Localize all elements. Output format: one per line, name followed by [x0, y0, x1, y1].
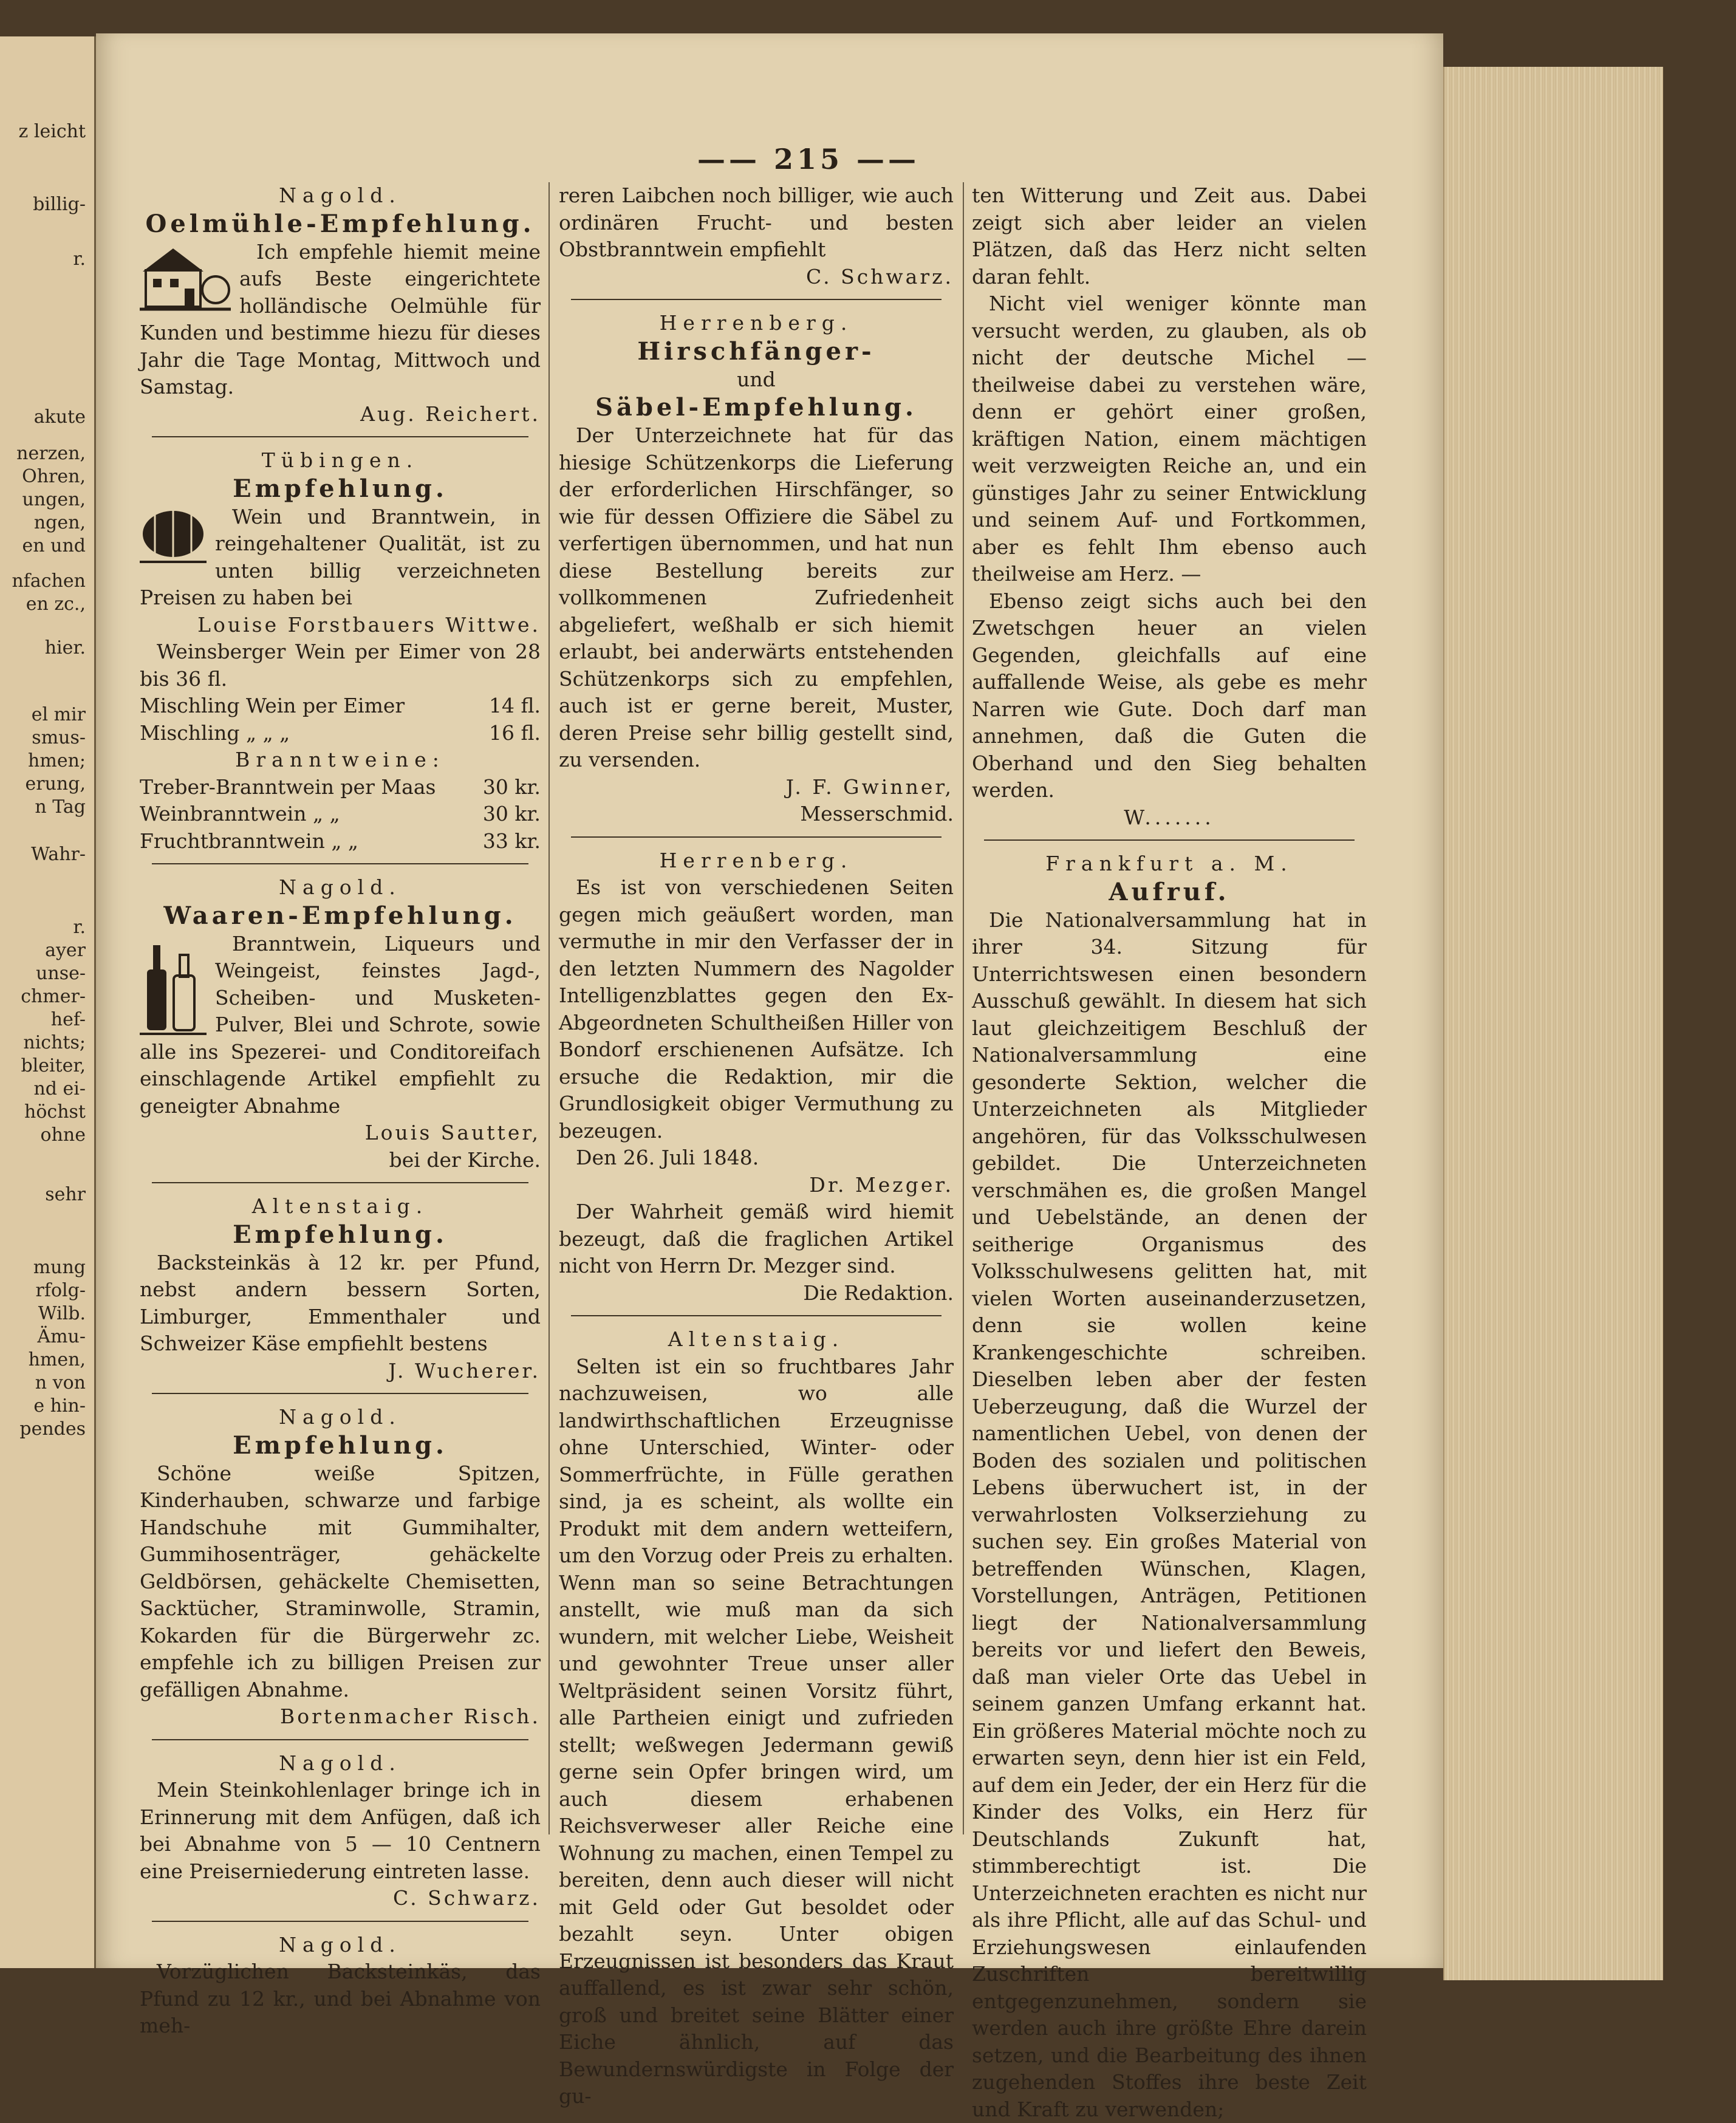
left-page-text: hier.	[45, 638, 86, 658]
left-page-text: unse-	[36, 963, 86, 984]
ad-steinkohlen	[140, 1750, 541, 1912]
price-list	[140, 692, 541, 747]
left-page-text: rfolg-	[36, 1280, 86, 1301]
ad-heading: Oelmühle-Empfehlung.	[140, 210, 541, 239]
left-page-text: hmen;	[28, 751, 86, 771]
left-page-text: r.	[73, 249, 86, 270]
column-left	[140, 182, 541, 2040]
ad-body: Der Unterzeichnete hat für das hiesige Schützenkorps die Lieferung der erforderlichen Hirschfänger, so wie für dessen Offiziere die Säbel zu verfertigen übernommen, und hat nun diese Bestellung bereits zur vollkommenen Zufriedenheit abgeliefert, weßhalb er sich hiemit erlaubt, bei anderwärts entstehenden Schützenkorps sich zu empfehlen, auch ist er gerne bereit, Muster, deren Preise sehr billig gestellt sind, zu versenden.	[559, 422, 954, 774]
ad-signature-2: Die Redaktion.	[559, 1280, 954, 1307]
left-page-text: Ämu-	[37, 1327, 86, 1347]
left-page-text: en und	[22, 536, 86, 556]
article-paragraph: Nicht viel weniger könnte man versucht werden, zu glauben, als ob nicht der deutsche Michel — theilweise dabei zu verstehen wäre, denn er gehört einer großen, kräftigen Nation, einem mächtigen weit verzweigten Reiche an, und ein günstiges Jahr zu seiner Entwicklung und seinem Auf- und Fortkommen, aber es fehlt Ihm ebenso auch theilweise am Herz. —	[972, 290, 1367, 588]
ad-heading: Empfehlung.	[140, 1431, 541, 1460]
ad-signature-line2: bei der Kirche.	[140, 1147, 541, 1174]
divider	[152, 1739, 528, 1740]
ad-body: reren Laibchen noch billiger, wie auch ordinären Frucht- und besten Obstbranntwein empfiehlt	[559, 182, 954, 264]
article-heading: Aufruf.	[972, 878, 1367, 907]
divider	[152, 436, 528, 437]
ad-body: Branntwein, Liqueurs und Weingeist, feinstes Jagd-, Scheiben- und Musketen-Pulver, Blei und Schrote, sowie alle ins Spezerei- und Conditoreifach einschlagende Artikel empfiehlt zu geneigter Abnahme	[140, 932, 541, 1118]
ad-seller: Louise Forstbauers Wittwe.	[140, 612, 541, 639]
left-page-text: en zc.,	[26, 594, 86, 615]
article-signature: W.......	[972, 804, 1367, 832]
left-page-text: smus-	[32, 728, 86, 748]
price-row	[140, 801, 541, 828]
left-page-text: ohne	[41, 1125, 86, 1146]
left-page-text: e hin-	[33, 1396, 86, 1417]
left-page-text: sehr	[45, 1185, 86, 1205]
price-item: Fruchtbranntwein „ „	[140, 828, 358, 855]
ad-place: Nagold.	[140, 874, 541, 901]
ad-heading: Waaren-Empfehlung.	[140, 901, 541, 931]
left-page-text: nd ei-	[33, 1079, 86, 1099]
left-page-text: chmer-	[21, 986, 86, 1007]
left-page-text: erung,	[26, 774, 86, 795]
ad-signature-line2: Messerschmid.	[559, 801, 954, 828]
ad-oelmuehle	[140, 182, 541, 428]
article-place: Altenstaig.	[559, 1326, 954, 1353]
price-row	[140, 720, 541, 747]
ad-body: Mein Steinkohlenlager bringe ich in Erinnerung mit dem Anfügen, daß ich bei Abnahme von 5 — 10 Centnern eine Preiserniederung eintreten lasse.	[140, 1777, 541, 1885]
ad-signature: Louis Sautter,	[140, 1120, 541, 1147]
ad-place: Altenstaig.	[140, 1193, 541, 1220]
ad-body: Vorzüglichen Backsteinkäs, das Pfund zu 12 kr., und bei Abnahme von meh-	[140, 1958, 541, 2040]
ad-wein	[140, 447, 541, 855]
article-body: Selten ist ein so fruchtbares Jahr nachzuweisen, wo alle landwirthschaftlichen Erzeugnisse ohne Unterschied, Winter- oder Sommerfrüchte, in Fülle gerathen sind, ja es scheint, als wollte ein Produkt mit dem andern wetteifern, um den Vorzug oder Preis zu erhalten. Wenn man so seine Betrachtungen anstellt, wie muß man da sich wundern, mit welcher Liebe, Weisheit und gewohnter Treue unser aller Weltpräsident seinen Vorsitz führt, alle Partheien einigt und zufrieden stellt; weßwegen Jedermann gewiß gerne sein Opfer bringen wird, um auch diesem erhabenen Reichsverweser aller Reiche eine Wohnung zu machen, einen Tempel zu bereiten, denn auch dieser will nicht mit Geld oder Gut besoldet oder bezahlt seyn. Unter obigen Erzeugnissen ist besonders das Kraut auffallend, es ist zwar sehr schön, groß und breitet seine Blätter einer Eiche ähnlich, auf das Bewundernswürdigste in Folge der gu-	[559, 1353, 954, 2110]
price-value: 33 kr.	[474, 828, 541, 855]
ad-waaren	[140, 874, 541, 1174]
book-page-edges	[1443, 67, 1663, 1980]
ad-date: Den 26. Juli 1848.	[559, 1144, 954, 1172]
price-item: Weinbranntwein „ „	[140, 801, 340, 828]
price-value: 30 kr.	[474, 801, 541, 828]
divider	[152, 863, 528, 864]
page-number: —— 215 ——	[697, 143, 920, 176]
left-page-text: mung	[33, 1257, 86, 1278]
article-altenstaig	[559, 1326, 954, 2110]
ad-heading-2: Säbel-Empfehlung.	[559, 393, 954, 422]
left-page-text: nichts;	[23, 1033, 86, 1053]
article-paragraph: Ebenso zeigt sichs auch bei den Zwetschgen heuer an vielen Gegenden, gleichfalls auf eine auffallende Weise, als gebe es mehr Narren wie Gute. Doch darf man annehmen, daß die Guten die Oberhand und den Sieg behalten werden.	[972, 588, 1367, 804]
left-page-text: Wahr-	[31, 844, 86, 865]
divider	[571, 1315, 941, 1316]
ad-signature: C. Schwarz.	[559, 264, 954, 291]
barrel-icon	[140, 506, 207, 564]
ad-signature: C. Schwarz.	[140, 1885, 541, 1912]
left-page-text: Ohren,	[22, 467, 86, 487]
price-subheading: Branntweine:	[140, 747, 541, 774]
price-row	[140, 692, 541, 720]
ad-place: Herrenberg.	[559, 847, 954, 875]
left-page-text: billig-	[33, 194, 86, 215]
ad-hirschfaenger	[559, 310, 954, 828]
left-page-text: ayer	[45, 940, 86, 961]
ad-body: Wein und Branntwein, in reingehaltener Qualität, ist zu unten billig verzeichneten Preisen zu haben bei	[140, 505, 541, 610]
price-row	[140, 828, 541, 855]
ad-body: Ich empfehle hiemit meine aufs Beste eingerichtete holländische Oelmühle für Kunden und bestimme hiezu für dieses Jahr die Tage Montag, Mittwoch und Samstag.	[140, 240, 541, 399]
left-page-text: pendes	[19, 1419, 86, 1440]
article-aufruf	[972, 850, 1367, 2123]
ad-signature: J. F. Gwinner,	[559, 774, 954, 801]
price-value: 14 fl.	[474, 692, 541, 720]
ad-place: Nagold.	[140, 1750, 541, 1777]
left-page-text: nerzen,	[16, 443, 86, 464]
left-page-text: ngen,	[34, 513, 86, 533]
left-page-text: hef-	[51, 1010, 86, 1030]
left-page-text: akute	[34, 407, 86, 428]
column-rule-1	[548, 182, 550, 1834]
ad-heading: Empfehlung.	[140, 474, 541, 504]
ad-signature: Bortenmacher Risch.	[140, 1703, 541, 1731]
left-page-text: z leicht	[19, 121, 86, 142]
left-page-text: Wilb.	[38, 1304, 86, 1324]
left-page-text: hmen,	[29, 1350, 86, 1370]
left-page-fragment	[0, 36, 96, 1968]
divider	[571, 836, 941, 838]
ad-signature: Aug. Reichert.	[140, 401, 541, 428]
mill-icon	[140, 241, 231, 313]
ad-body: Es ist von verschiedenen Seiten gegen mich geäußert worden, man vermuthe in mir den Verfasser der in den letzten Nummern des Nagolder Intelligenzblattes gegen den Ex-Abgeordneten Schultheißen Hiller von Bondorf erschienenen Aufsätze. Ich ersuche die Redaktion, mir die Grundlosigkeit obiger Vermuthung zu bezeugen.	[559, 874, 954, 1144]
column-middle	[559, 182, 954, 2110]
divider	[984, 839, 1355, 841]
ad-place: Nagold.	[140, 1404, 541, 1431]
ad-signature: J. Wucherer.	[140, 1358, 541, 1385]
price-value: 30 kr.	[474, 774, 541, 801]
article-continuation: ten Witterung und Zeit aus. Dabei zeigt sich aber leider an vielen Plätzen, daß das Herz nicht selten daran fehlt.	[972, 182, 1367, 290]
column-right	[972, 182, 1367, 2123]
ad-heading: Hirschfänger-	[559, 337, 954, 366]
ad-place: Nagold.	[140, 182, 541, 210]
ad-place: Herrenberg.	[559, 310, 954, 337]
price-item: Mischling Wein per Eimer	[140, 692, 405, 720]
article-body: Die Nationalversammlung hat in ihrer 34. Sitzung für Unterrichtswesen einen besondern Ausschuß gewählt. In diesem hat sich laut gleichzeitigem Beschluß der Nationalversammlung eine gesonderte Sektion, welcher die Unterzeichneten als Mitglieder angehören, für das Volksschulwesen gebildet. Die Unterzeichneten verschmähen es, die großen Mangel und Uebelstände, an denen der seitherige Organismus des Volksschulwesens gelitten hat, mit vielen Worten auseinanderzusetzen, denn sie wollen keine Krankengeschichte schreiben. Dieselben leben aber der festen Ueberzeugung, daß die Wurzel der namentlichen Uebel, von denen der Boden des sozialen und politischen Lebens überwuchert ist, in der verwahrlosten Volkserziehung zu suchen sey. Ein großes Material von betreffenden Wünschen, Klagen, Vorstellungen, Anträgen, Petitionen liegt der Nationalversammlung bereits vor und liefert den Beweis, daß man vieler Orte das Uebel in seinem ganzen Umfang erkannt hat. Ein größeres Material möchte noch zu erwarten seyn, denn hier ist ein Feld, auf dem ein Jeder, der ein Herz für die Kinder des Volks, ein Herz für Deutschlands Zukunft hat, stimmberechtigt ist. Die Unterzeichneten erachten es nicht nur als ihre Pflicht, alle auf das Schul- und Erziehungswesen einlaufenden Zuschriften bereitwillig entgegenzunehmen, sondern sie werden auch ihre größte Ehre darein setzen, und die Bearbeitung des ihnen zugehenden Stoffes ihre beste Zeit und Kraft zu verwenden;	[972, 907, 1367, 2123]
left-page-text: n Tag	[35, 797, 86, 818]
divider	[152, 1393, 528, 1394]
ad-continuation	[559, 182, 954, 290]
ad-heading-connector: und	[559, 366, 954, 394]
divider	[571, 299, 941, 300]
ad-body: Schöne weiße Spitzen, Kinderhauben, schwarze und farbige Handschuhe mit Gummihalter, Gummihosenträger, gehäckelte Geldbörsen, gehäckelte Chemisetten, Sacktücher, Straminwolle, Stramin, Kokarden für die Bürgerwehr zc. empfehle ich zu billigen Preisen zur gefälligen Abnahme.	[140, 1460, 541, 1704]
ad-body: Backsteinkäs à 12 kr. per Pfund, nebst andern bessern Sorten, Limburger, Emmenthaler und Schweizer Käse empfiehlt bestens	[140, 1250, 541, 1358]
left-page-text: bleiter,	[21, 1056, 86, 1076]
left-page-text: el mir	[32, 705, 86, 725]
price-list	[140, 774, 541, 855]
left-page-text: höchst	[24, 1102, 86, 1123]
ad-signature: Dr. Mezger.	[559, 1172, 954, 1199]
bottles-icon	[140, 933, 207, 1036]
price-value: 16 fl.	[474, 720, 541, 747]
ad-heading: Empfehlung.	[140, 1220, 541, 1250]
divider	[152, 1921, 528, 1922]
column-rule-2	[963, 182, 964, 1834]
price-row	[140, 774, 541, 801]
price-item: Mischling „ „ „	[140, 720, 290, 747]
price-item: Treber-Branntwein per Maas	[140, 774, 436, 801]
article-place: Frankfurt a. M.	[972, 850, 1367, 878]
left-page-text: n von	[35, 1373, 86, 1393]
ad-backsteinkaes	[140, 1932, 541, 2040]
ad-place: Tübingen.	[140, 447, 541, 474]
divider	[152, 1182, 528, 1183]
ad-spitzen	[140, 1404, 541, 1731]
left-page-text: r.	[73, 917, 86, 938]
price-line: Weinsberger Wein per Eimer von 28 bis 36 fl.	[140, 638, 541, 692]
ad-body-2: Der Wahrheit gemäß wird hiemit bezeugt, daß die fraglichen Artikel nicht von Herrn Dr. Mezger sind.	[559, 1198, 954, 1280]
left-page-text: ungen,	[22, 490, 86, 510]
ad-herrenberg-erklaerung	[559, 847, 954, 1307]
left-page-text: nfachen	[12, 571, 86, 592]
ad-kaese	[140, 1193, 541, 1384]
ad-place: Nagold.	[140, 1932, 541, 1959]
